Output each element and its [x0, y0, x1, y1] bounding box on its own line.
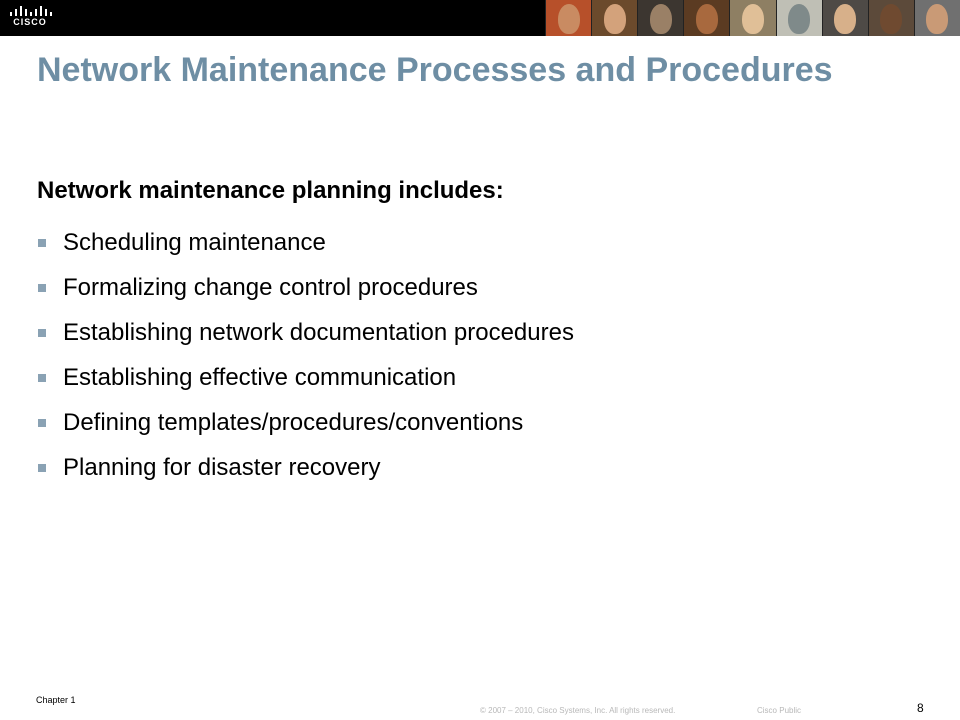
bullet-text: Establishing effective communication — [63, 363, 457, 391]
photo-strip — [545, 0, 960, 36]
footer-copyright: © 2007 – 2010, Cisco Systems, Inc. All rights reserved. — [480, 706, 676, 715]
bullet-item — [37, 355, 574, 400]
face-shape — [742, 4, 764, 34]
bullet-item — [37, 400, 574, 445]
photo-student-2 — [683, 0, 729, 36]
slide-title: Network Maintenance Processes and Procedures — [37, 51, 833, 89]
face-shape — [880, 4, 902, 34]
bullet-text: Defining templates/procedures/conventions — [63, 408, 524, 436]
footer-chapter: Chapter 1 — [36, 695, 76, 705]
bullet-text: Formalizing change control procedures — [63, 273, 478, 301]
face-shape — [558, 4, 580, 34]
photo-student-4 — [868, 0, 914, 36]
photo-man-profile — [637, 0, 683, 36]
bullet-item — [37, 310, 574, 355]
lead-text: Network maintenance planning includes: — [37, 177, 504, 204]
face-shape — [834, 4, 856, 34]
bullet-item — [37, 445, 574, 490]
square-bullet-icon — [38, 329, 46, 337]
square-bullet-icon — [38, 374, 46, 382]
bullet-text: Scheduling maintenance — [63, 228, 326, 256]
square-bullet-icon — [38, 464, 46, 472]
bullet-text: Establishing network documentation procedures — [63, 318, 574, 346]
header-bar — [0, 0, 960, 36]
bullet-list — [37, 220, 574, 490]
face-shape — [788, 4, 810, 34]
cisco-bridge-logo-icon — [8, 4, 56, 18]
photo-collage-orange — [545, 0, 591, 36]
page-number: 8 — [917, 701, 924, 715]
photo-whiteboard — [776, 0, 822, 36]
photo-student-1 — [591, 0, 637, 36]
bullet-text: Planning for disaster recovery — [63, 453, 381, 481]
cisco-logo-text: CISCO — [13, 17, 47, 27]
photo-student-5 — [914, 0, 960, 36]
square-bullet-icon — [38, 239, 46, 247]
bullet-item — [37, 220, 574, 265]
footer-classification: Cisco Public — [757, 706, 802, 715]
photo-woman-smiling — [729, 0, 775, 36]
bullet-item — [37, 265, 574, 310]
face-shape — [926, 4, 948, 34]
square-bullet-icon — [38, 284, 46, 292]
face-shape — [650, 4, 672, 34]
face-shape — [696, 4, 718, 34]
face-shape — [604, 4, 626, 34]
photo-student-3 — [822, 0, 868, 36]
square-bullet-icon — [38, 419, 46, 427]
